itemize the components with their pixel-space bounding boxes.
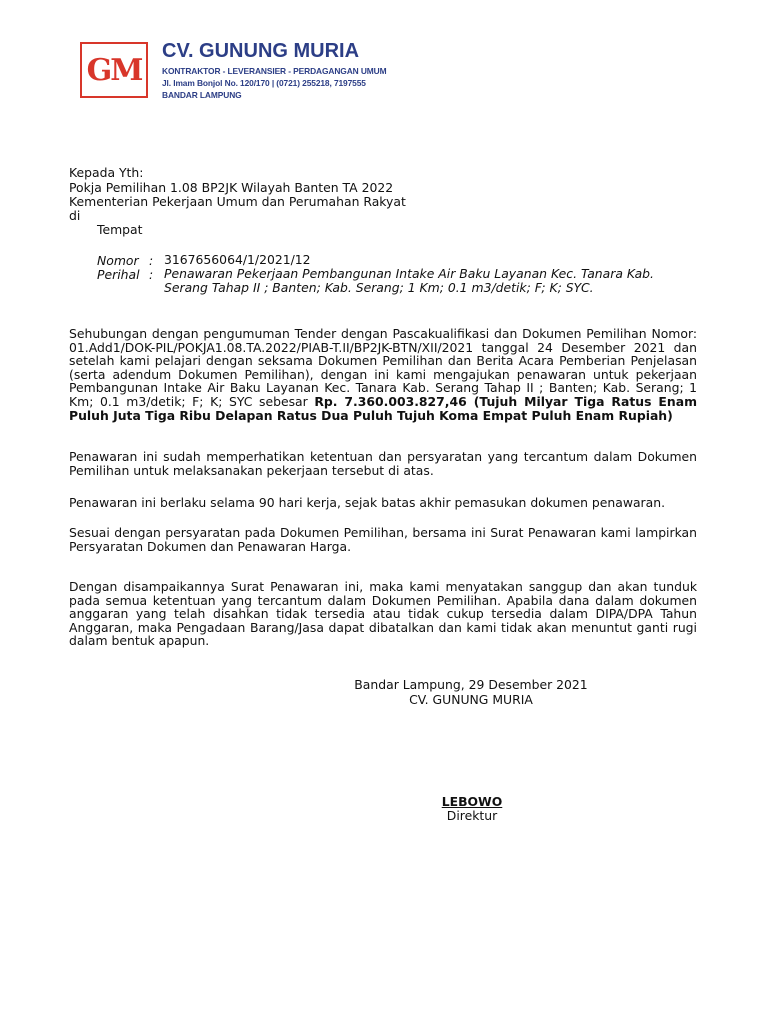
company-city: BANDAR LAMPUNG [162, 90, 242, 100]
company-address: Jl. Imam Bonjol No. 120/170 | (0721) 255218, 7197555 [162, 78, 366, 88]
signer-title: Direktur [446, 808, 498, 823]
nomor-colon: : [149, 253, 154, 268]
company-tagline: KONTRAKTOR - LEVERANSIER - PERDAGANGAN UMUM [162, 66, 387, 76]
place-date: Bandar Lampung, 29 Desember 2021 [354, 677, 588, 692]
logo-text: GM [86, 52, 142, 88]
paragraph-1-text: Sehubungan dengan pengumuman Tender dengan Pascakualifikasi dan Dokumen Pemilihan Nomor: 01.Add1/DOK-PIL/POKJA1.08.TA.2022/PIAB-T.II/BP2JK-BTN/XII/2021 tanggal 24 Desember 2021 dan setelah kami pelajari dengan seksama Dokumen Pemilihan dan Berita Acara Pemberian Penjelasan (serta adendum Dokumen Pemilihan), dengan ini kami mengajukan penawaran untuk pekerjaan Pembangunan Intake Air Baku Layanan Kec. Tanara Kab. Serang Tahap II ; Banten; Kab. Serang; 1 Km; 0.1 m3/detik; F; K; SYC sebesar [69, 326, 697, 409]
closing-company: CV. GUNUNG MURIA [409, 692, 533, 707]
perihal-colon: : [149, 267, 154, 282]
perihal-label: Perihal [97, 267, 140, 282]
perihal-line-1: Penawaran Pekerjaan Pembangunan Intake Air Baku Layanan Kec. Tanara Kab. [164, 266, 654, 281]
paragraph-2: Penawaran ini sudah memperhatikan ketentuan dan persyaratan yang tercantum dalam Dokumen Pemilihan untuk melaksanakan pekerjaan tersebut di atas. [69, 449, 697, 478]
paragraph-4: Sesuai dengan persyaratan pada Dokumen Pemilihan, bersama ini Surat Penawaran kami lampirkan Persyaratan Dokumen dan Penawaran Harga. [69, 525, 697, 554]
recipient-line-3: di [69, 208, 81, 223]
paragraph-5: Dengan disampaikannya Surat Penawaran ini, maka kami menyatakan sanggup dan akan tunduk pada semua ketentuan yang tercantum dalam Dokumen Pemilihan. Apabila dana dalam dokumen anggaran yang telah disahkan tidak tersedia atau tidak cukup tersedia dalam DIPA/DPA Tahun Anggaran, maka Pengadaan Barang/Jasa dapat dibatalkan dan kami tidak akan menuntut ganti rugi dalam bentuk apapun. [69, 579, 697, 649]
company-name: CV. GUNUNG MURIA [162, 40, 360, 62]
nomor-label: Nomor [97, 253, 139, 268]
company-logo [80, 42, 148, 98]
letterhead [80, 40, 387, 100]
paragraph-1 [69, 327, 697, 422]
recipient-line-1: Pokja Pemilihan 1.08 BP2JK Wilayah Banten TA 2022 [69, 180, 394, 195]
recipient-greeting: Kepada Yth: [69, 165, 144, 180]
recipient-line-2: Kementerian Pekerjaan Umum dan Perumahan Rakyat [69, 194, 406, 209]
perihal-line-2: Serang Tahap II ; Banten; Kab. Serang; 1 Km; 0.1 m3/detik; F; K; SYC. [164, 280, 594, 295]
paragraph-3: Penawaran ini berlaku selama 90 hari kerja, sejak batas akhir pemasukan dokumen penawaran. [69, 495, 666, 510]
offer-amount: Rp. 7.360.003.827,46 (Tujuh Milyar Tiga Ratus Enam Puluh Juta Tiga Ribu Delapan Ratus Dua Puluh Tujuh Koma Empat Puluh Enam Rupiah) [69, 393, 697, 423]
signer-name: LEBOWO [441, 794, 503, 809]
nomor-value: 3167656064/1/2021/12 [164, 252, 311, 267]
recipient-line-4: Tempat [97, 222, 143, 237]
